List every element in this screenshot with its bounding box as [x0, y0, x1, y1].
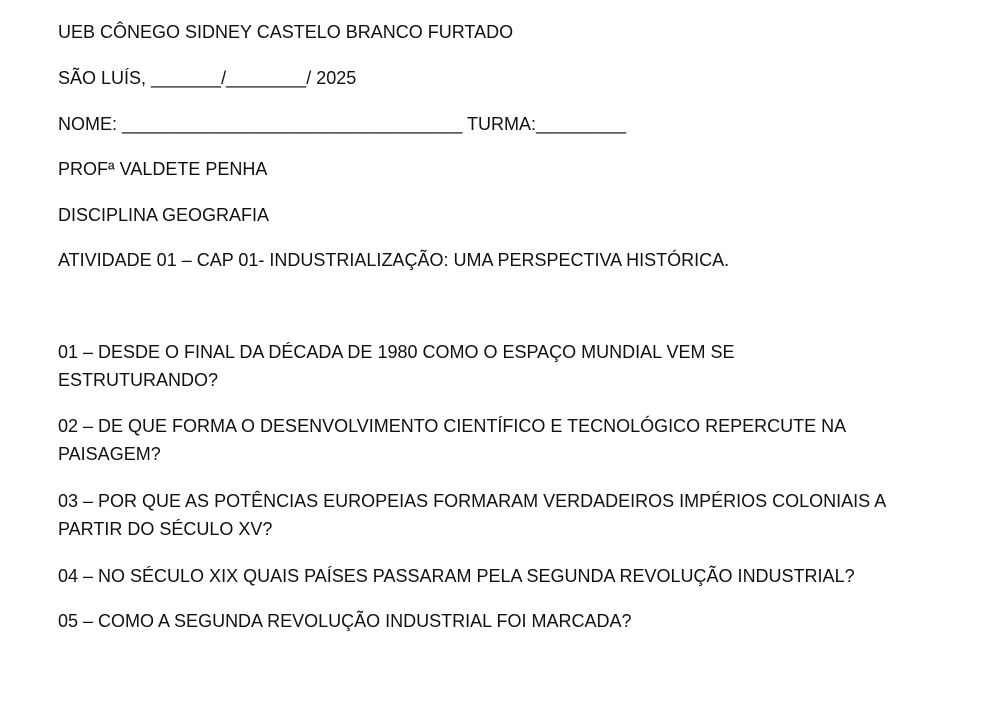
question-03: 03 – POR QUE AS POTÊNCIAS EUROPEIAS FORMARAM VERDADEIROS IMPÉRIOS COLONIAIS A PARTIR DO SÉCULO XV?: [58, 491, 886, 539]
date-line: SÃO LUÍS, _______/________/ 2025: [58, 68, 357, 88]
teacher-name: PROFª VALDETE PENHA: [58, 159, 268, 179]
question-04: 04 – NO SÉCULO XIX QUAIS PAÍSES PASSARAM PELA SEGUNDA REVOLUÇÃO INDUSTRIAL?: [58, 566, 855, 586]
activity-title: ATIVIDADE 01 – CAP 01- INDUSTRIALIZAÇÃO: UMA PERSPECTIVA HISTÓRICA.: [58, 250, 730, 270]
question-01: 01 – DESDE O FINAL DA DÉCADA DE 1980 COMO O ESPAÇO MUNDIAL VEM SE ESTRUTURANDO?: [58, 342, 735, 390]
question-02: 02 – DE QUE FORMA O DESENVOLVIMENTO CIENTÍFICO E TECNOLÓGICO REPERCUTE NA PAISAGEM?: [58, 416, 846, 464]
question-05: 05 – COMO A SEGUNDA REVOLUÇÃO INDUSTRIAL FOI MARCADA?: [58, 611, 632, 631]
subject-line: DISCIPLINA GEOGRAFIA: [58, 205, 270, 225]
name-class-line: NOME: __________________________________ TURMA:_________: [58, 114, 627, 134]
school-name: UEB CÔNEGO SIDNEY CASTELO BRANCO FURTADO: [58, 22, 514, 42]
